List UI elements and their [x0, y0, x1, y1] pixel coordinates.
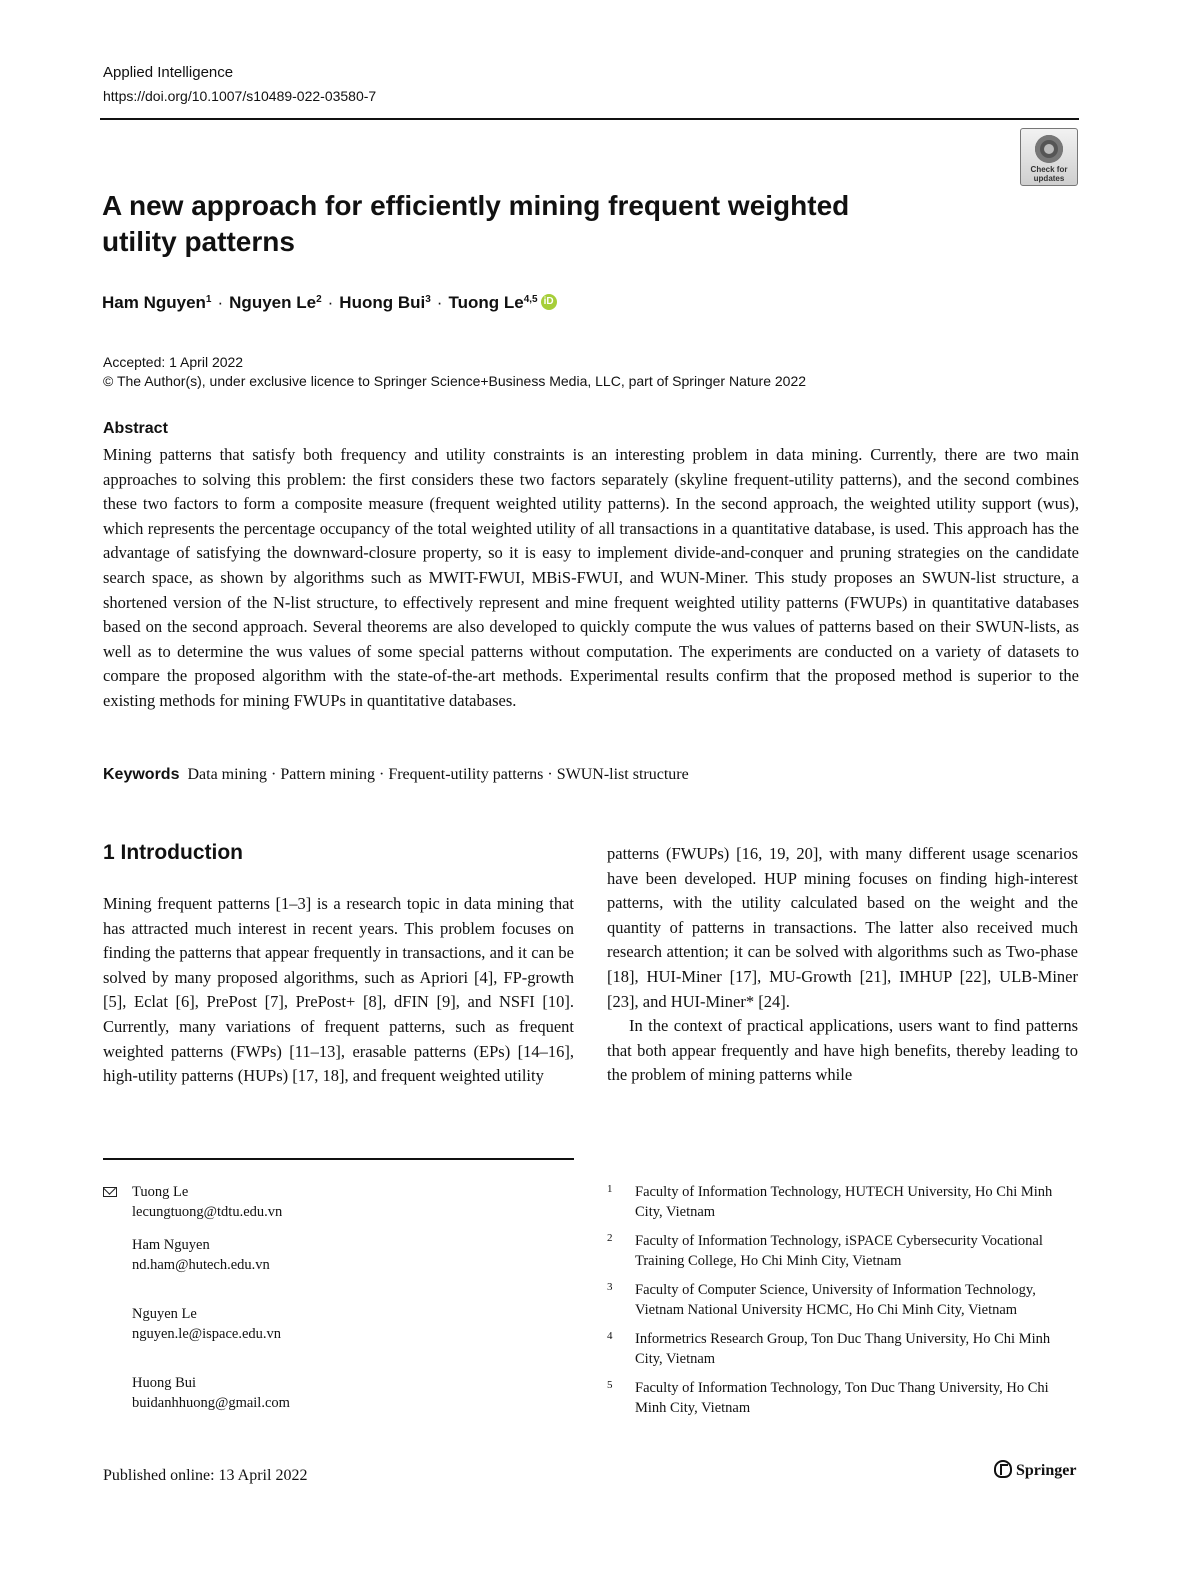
- affiliations: [607, 1182, 1079, 1427]
- keywords: [103, 765, 1079, 785]
- check-for-updates-badge[interactable]: [1020, 128, 1078, 186]
- affiliation-item: [607, 1280, 1079, 1320]
- orcid-icon[interactable]: iD: [541, 294, 557, 310]
- check-updates-label: Check for updates: [1030, 165, 1068, 183]
- author-name[interactable]: Ham Nguyen: [102, 293, 206, 312]
- contact-name: Nguyen Le: [132, 1306, 197, 1322]
- affiliation-text: Informetrics Research Group, Ton Duc Thang University, Ho Chi Minh City, Vietnam: [635, 1331, 1051, 1367]
- contact-name: Tuong Le: [132, 1184, 189, 1200]
- copyright-notice: © The Author(s), under exclusive licence to Springer Science+Business Media, LLC, part of Springer Nature 2022: [103, 373, 807, 389]
- abstract-text: Mining patterns that satisfy both frequency and utility constraints is an interesting problem in data mining. Currently, there are two main approaches to solving this problem: the first considers these two factors separately (skyline frequent-utility patterns), and the second combines these two factors to form a composite measure (frequent weighted utility patterns). In the second approach, the weighted utility support (wus), which represents the percentage occupancy of the total weighted utility of all transactions in a quantitative database, is used. This approach has the advantage of satisfying the downward-closure property, so it is easy to implement divide-and-conquer and pruning strategies on the candidate search space, as shown by algorithms such as MWIT-FWUI, MBiS-FWUI, and WUN-Miner. This study proposes an SWUN-list structure, a shortened version of the N-list structure, to effectively represent and mine frequent weighted utility patterns (FWUPs) in quantitative databases based on the second approach. Several theorems are also developed to quickly compute the wus values of patterns based on their SWUN-lists, as well as to determine the wus values of some special patterns without computation. The experiments are conducted on a variety of datasets to compare the proposed algorithm with the state-of-the-art methods. Experimental results confirm that the proposed method is superior to the existing methods for mining FWUPs in quantitative databases.: [103, 445, 1079, 710]
- contact-entry: [103, 1373, 573, 1413]
- affiliation-item: [607, 1182, 1079, 1222]
- check-updates-icon: [1035, 135, 1063, 163]
- affiliation-item: [607, 1378, 1079, 1418]
- footnote-rule: [103, 1158, 574, 1160]
- intro-paragraph: patterns (FWUPs) [16, 19, 20], with many different usage scenarios have been developed. HUP mining focuses on finding high-interest patterns, with the utility calculated based on the weight and the quantity of patterns in transactions. The latter also received much research attention; it can be solved with algorithms such as Two-phase [18], HUI-Miner [17], MU-Growth [21], IMHUP [22], ULB-Miner [23], and HUI-Miner* [24].: [607, 844, 1078, 1011]
- accepted-date: Accepted: 1 April 2022: [103, 354, 244, 370]
- publisher-name: Springer: [1016, 1462, 1077, 1479]
- affiliation-number: 5: [607, 1379, 613, 1391]
- affiliation-number: 3: [607, 1281, 613, 1293]
- affiliation-number: 1: [607, 1183, 613, 1195]
- affiliation-text: Faculty of Information Technology, Ton Duc Thang University, Ho Chi Minh City, Vietnam: [635, 1380, 1049, 1416]
- affiliation-text: Faculty of Information Technology, iSPACE Cybersecurity Vocational Training College, Ho Chi Minh City, Vietnam: [635, 1233, 1043, 1269]
- author-affiliation-mark: 4,5: [523, 294, 538, 305]
- paper-title: A new approach for efficiently mining frequent weighted utility patterns: [102, 190, 850, 257]
- author-separator: ·: [436, 293, 443, 312]
- affiliation-text: Faculty of Computer Science, University of Information Technology, Vietnam National University HCMC, Ho Chi Minh City, Vietnam: [635, 1282, 1036, 1318]
- author-affiliation-mark: 3: [425, 294, 431, 305]
- author-list: [102, 292, 557, 314]
- affiliation-number: 4: [607, 1330, 613, 1342]
- intro-column-left: [103, 892, 574, 1089]
- intro-paragraph: In the context of practical applications, users want to find patterns that both appear frequently and have high benefits, thereby leading to the problem of mining patterns while: [607, 1016, 1078, 1085]
- intro-paragraph: Mining frequent patterns [1–3] is a research topic in data mining that has attracted much interest in recent years. This problem focuses on finding the patterns that appear frequently in transactions, and it can be solved by many proposed algorithms, such as Apriori [4], FP-growth [5], Eclat [6], PrePost [7], PrePost+ [8], dFIN [9], and NSFI [10]. Currently, many variations of frequent patterns, such as frequent weighted patterns (FWPs) [11–13], erasable patterns (EPs) [14–16], high-utility patterns (HUPs) [17, 18], and frequent weighted utility: [103, 894, 574, 1086]
- contact-name: Huong Bui: [132, 1375, 197, 1391]
- affiliation-text: Faculty of Information Technology, HUTECH University, Ho Chi Minh City, Vietnam: [635, 1184, 1053, 1220]
- doi-link[interactable]: https://doi.org/10.1007/s10489-022-03580-7: [103, 88, 377, 104]
- keywords-label: Keywords: [103, 766, 180, 783]
- affiliation-item: [607, 1329, 1079, 1369]
- keywords-list: Data mining · Pattern mining · Frequent-utility patterns · SWUN-list structure: [187, 766, 689, 783]
- corresponding-contacts: [103, 1182, 573, 1426]
- author-name[interactable]: Huong Bui: [339, 293, 426, 312]
- contact-email[interactable]: lecungtuong@tdtu.edu.vn: [132, 1204, 283, 1220]
- contact-name: Ham Nguyen: [132, 1237, 210, 1253]
- intro-column-right: [607, 842, 1078, 1088]
- contact-entry: [103, 1182, 573, 1222]
- journal-name: Applied Intelligence: [103, 64, 234, 81]
- contact-email[interactable]: nd.ham@hutech.edu.vn: [132, 1257, 270, 1273]
- contact-email[interactable]: buidanhhuong@gmail.com: [132, 1395, 290, 1411]
- author-affiliation-mark: 1: [205, 294, 212, 305]
- springer-horse-icon: [994, 1460, 1012, 1478]
- springer-logo: [994, 1459, 1076, 1483]
- section-heading-introduction: 1 Introduction: [103, 841, 243, 864]
- contact-email[interactable]: nguyen.le@ispace.edu.vn: [132, 1326, 282, 1342]
- affiliation-item: [607, 1231, 1079, 1271]
- author-separator: ·: [327, 293, 334, 312]
- published-date: Published online: 13 April 2022: [103, 1467, 308, 1484]
- author-name[interactable]: Nguyen Le: [229, 293, 317, 312]
- author-name[interactable]: Tuong Le: [448, 293, 524, 312]
- author-affiliation-mark: 2: [316, 294, 322, 305]
- affiliation-number: 2: [607, 1232, 613, 1244]
- author-separator: ·: [217, 293, 224, 312]
- contact-entry: [103, 1235, 573, 1275]
- contact-entry: [103, 1304, 573, 1344]
- header-rule: [100, 118, 1079, 120]
- abstract-heading: Abstract: [103, 420, 168, 437]
- envelope-icon: [103, 1187, 117, 1197]
